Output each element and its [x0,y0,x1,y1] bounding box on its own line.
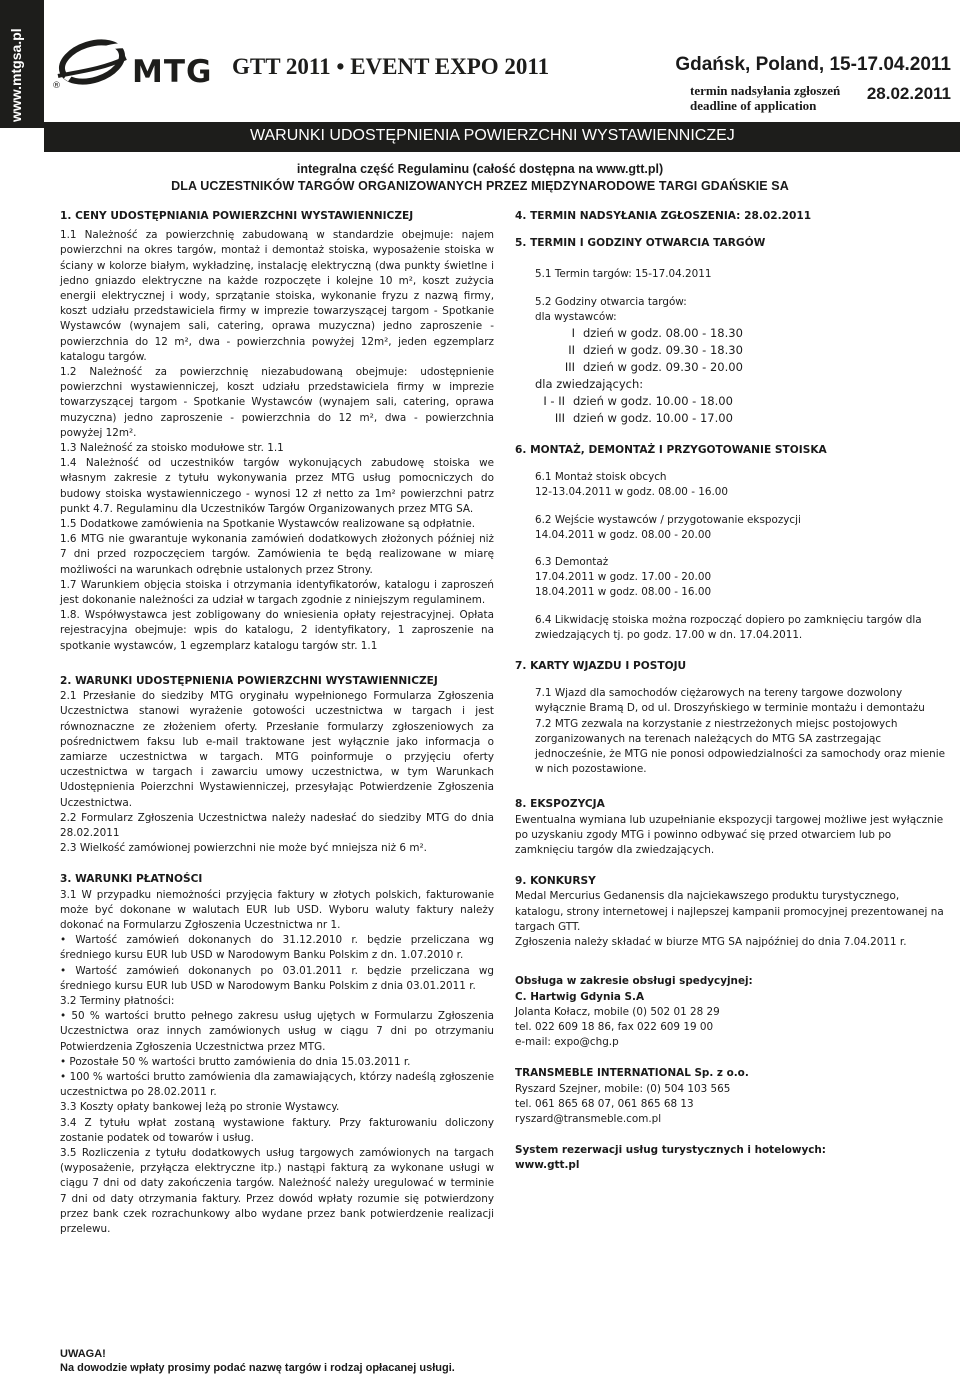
mtg-logo-icon [52,36,213,92]
hours-row: I dzień w godz. 08.00 - 18.30 [571,326,743,341]
clause-1-3: 1.3 Należność za stoisko modułowe str. 1.1 [60,442,284,455]
visitors-label: dla zwiedzających: [535,377,644,392]
intro-line-2: DLA UCZESTNIKÓW TARGÓW ORGANIZOWANYCH PRZEZ MIĘDZYNARODOWE TARGI GDAŃSKIE SA [171,179,789,193]
event-title: GTT 2011 • EVENT EXPO 2011 [232,54,550,79]
visitor-hours [515,393,950,427]
forwarding-title: Obsługa w zakresie obsługi spedycyjnej: [515,975,753,988]
website-link[interactable]: www.mtgsa.pl [8,28,24,122]
section-2-title: 2. WARUNKI UDOSTĘPNIENIA POWIERZCHNI WYSTAWIENNICZEJ [60,674,438,687]
clause-3-5: 3.5 Rozliczenia z tytułu dodatkowych usług targowych zamówionych na targach (wyposażenie, przyłącza elektryczne itp.) nastąpi fakturą za wykonane usługi w ciągu 7 dni od daty zakończenia targów. Należność należy uregulować w terminie 7 dni od daty otrzymania faktury. Przez dowód wpłaty rozumie się potwierdzony przez bank czek rozrachunkowy albo wydane przez bank potwierdzenie realizacji przelewu. [60,1146,494,1235]
contact-2-name: TRANSMEBLE INTERNATIONAL Sp. z o.o. [515,1067,749,1080]
clause-1-7: 1.7 Warunkiem objęcia stoiska i otrzymania identyfikatorów, katalogu i zaproszeń jest dokonanie należności za udział w targach zgodnie z niniejszym regulaminem. [60,578,494,607]
clause-5-2: 5.2 Godziny otwarcia targów: [535,295,687,308]
clause-3-2-bullet-1: • 50 % wartości brutto pełnego zakresu usług ujętych w Formularzu Zgłoszenia Uczestnictwa oraz innych zamówionych usług w ciągu 7 dni po otrzymaniu Potwierdzenia Zgłoszenia Uczestnictwa przez MTG. [60,1010,494,1053]
clause-6-3: 6.3 Demontaż [535,556,609,569]
sidebar-strip [0,0,44,128]
document-title: WARUNKI UDOSTĘPNIENIA POWIERZCHNI WYSTAWIENNICZEJ [250,127,735,144]
logo-registered: ® [52,81,61,91]
clause-1-8: 1.8. Współwystawca jest zobligowany do wniesienia opłaty rejestracyjnej. Opłata rejestracyjna obejmuje: wpis do katalogu, 2 identyfikatory, 1 zaproszenie na spotkanie wystawców, 1 egzemplarz katalogu targów str. 1.1 [60,609,494,652]
intro-line-1: integralna część Regulaminu (całość dostępna na www.gtt.pl) [296,162,664,176]
section-1-title: 1. CENY UDOSTĘPNIANIA POWIERZCHNI WYSTAWIENNICZEJ [60,210,414,222]
section-8-title: 8. EKSPOZYCJA [515,798,605,811]
event-place-date: Gdańsk, Poland, 15-17.04.2011 [675,54,951,75]
clause-7-2: 7.2 MTG zezwala na korzystanie z niestrzeżonych miejsc postojowych zorganizowanych na terenach należących do MTG SA zastrzegając jednocześnie, że MTG nie ponosi odpowiedzialności za samochody oraz mienie w nich pozostawione. [535,717,945,776]
clause-1-1: 1.1 Należność za powierzchnię zabudowaną w standardzie obejmuje: najem powierzchni na okres targów, montaż i demontaż stoiska, wyposażenie stoiska w ściany w kolorze białym, wykładzinę, instalację elektryczną (dwa punkty świetlne i jedno gniazdo elektryczne na każde rozpoczęte i kolejne 10 m², koszt zużycia energii elektrycznej i wody, sprzątanie stoiska, wykonanie fryzu z nazwą firmy, koszt udziału przedstawiciela firmy w imprezie towarzyszącej targom - Spotkanie Wystawców (wynajem sali, catering, oprawa muzyczna) jedno zaproszenie - powierzchnia do 12 m², dwa - powierzchnia powyżej 12m², jeden egzemplarz katalogu targów. [60,229,494,363]
contact-1-name: C. Hartwig Gdynia S.A [515,990,645,1003]
section-4-title: 4. TERMIN NADSYŁANIA ZGŁOSZENIA: 28.02.2011 [515,210,812,222]
contact-1-phone: tel. 022 609 18 86, fax 022 609 19 00 [515,1020,714,1033]
contact-2-email[interactable]: ryszard@transmeble.com.pl [515,1112,662,1125]
hours-row: III dzień w godz. 10.00 - 17.00 [554,411,733,426]
hours-row: I - II dzień w godz. 10.00 - 18.00 [543,394,733,409]
clause-5-1: 5.1 Termin targów: 15-17.04.2011 [535,268,712,281]
deadline-label-en: deadline of application [690,98,817,113]
contact-1-person: Jolanta Kołacz, mobile (0) 502 01 28 29 [515,1005,720,1018]
clause-2-2: 2.2 Formularz Zgłoszenia Uczestnictwa należy nadesłać do siedziby MTG do dnia 28.02.2011 [60,811,494,839]
exhibitors-label: dla wystawców: [535,310,617,323]
clause-1-6: 1.6 MTG nie gwarantuje wykonania zamówień dodatkowych złożonych później niż 7 dni przed rozpoczęciem targów. Zamówienia te będą realizowane w miarę możliwości na warunkach odrębnie ustalonych przez Strony. [60,533,494,576]
deadline-label-pl: termin nadsyłania zgłoszeń [690,83,841,98]
clause-6-2: 6.2 Wejście wystawców / przygotowanie ekspozycji [535,513,801,526]
section-9-text: Medal Mercurius Gedanensis dla najciekawszego produktu turystycznego, katalogu, strony internetowej i najlepszej kampanii promocyjnej prezentowanej na targach GTT. [515,890,944,933]
section-7-title: 7. KARTY WJAZDU I POSTOJU [515,660,687,673]
clause-6-1-dates: 12-13.04.2011 w godz. 08.00 - 16.00 [535,486,729,499]
booking-title: System rezerwacji usług turystycznych i hotelowych: [515,1144,826,1157]
clause-3-2: 3.2 Terminy płatności: [60,994,175,1007]
exhibitor-hours [515,325,950,376]
hours-row: II dzień w godz. 09.30 - 18.30 [568,343,743,358]
clause-3-3: 3.3 Koszty opłaty bankowej leżą po stronie Wystawcy. [60,1101,340,1114]
booking-link[interactable]: www.gtt.pl [515,1159,580,1172]
deadline-date: 28.02.2011 [866,84,951,103]
section-9-title: 9. KONKURSY [515,875,596,888]
left-column [60,209,494,1237]
contact-2-phone: tel. 061 865 68 07, 061 865 68 13 [515,1097,694,1110]
warning-label: UWAGA! [60,1348,106,1360]
logo-brand: MTG [132,54,213,90]
title-bar [44,122,960,152]
clause-1-4: 1.4 Należność od uczestników targów wykonujących zabudowę stoiska we własnym zakresie z tytułu wykonywania przez MTG usług pomocniczych do budowy stoiska wystawienniczego - wynosi 12 zł netto za 1m² powierzchni patrz punkt 4.7. Regulaminu dla Uczestników Targów Organizowanych przez MTG SA. [60,457,494,515]
clause-6-3-date-2: 18.04.2011 w godz. 08.00 - 16.00 [535,586,712,599]
section-5-title: 5. TERMIN I GODZINY OTWARCIA TARGÓW [515,237,766,250]
clause-2-1: 2.1 Przesłanie do siedziby MTG oryginału wypełnionego Formularza Zgłoszenia Uczestnictwa stanowi wyrażenie gotowości uczestnictwa w targach i jest równoznaczne ze złożeniem oferty. Przesłanie formularzy zgłoszeniowych za pośrednictwem faksu lub e-mail traktowane jest wyłącznie jako informacja o zamiarze uczestnictwa w targach. MTG poinformuje o przyjęciu oferty uczestnictwa w targach i zawarciu umowy uczestnictwa, w tym Warunkach Udostępnienia Poierzchni Wystawienniczej, przesyłając Potwierdzenie Zgłoszenia Uczestnictwa. [60,690,494,809]
clause-6-4: 6.4 Likwidację stoiska można rozpocząć dopiero po zamknięciu targów dla zwiedzających tj. po godz. 17.00 w dn. 17.04.2011. [535,613,922,641]
clause-1-2: 1.2 Należność za powierzchnię niezabudowaną obejmuje: udostępnienie powierzchni wystawienniczej, koszt udziału przedstawiciela firmy w imprezie towarzyszącej targom - Spotkanie Wystawców (wynajem sali, catering, oprawa muzyczna) jedno zaproszenie - powierzchnia do 12 m², dwa - powierzchnia powyżej 12m². [60,366,494,439]
clause-3-2-bullet-2: • Pozostałe 50 % wartości brutto zamówienia do dnia 15.03.2011 r. [60,1055,411,1068]
clause-3-1: 3.1 W przypadku niemożności przyjęcia faktury w złotych polskich, fakturowanie może być dokonane w walutach EUR lub USD. Wyboru waluty faktury należy dokonać na Formularzu Zgłoszenia Uczestnictwa nr 1. [60,888,494,931]
contact-2-person: Ryszard Szejner, mobile: (0) 504 103 565 [515,1082,731,1095]
clause-7-1: 7.1 Wjazd dla samochodów ciężarowych na tereny targowe dozwolony wyłącznie Bramą D, od ul. Droszyńskiego w terminie montażu i demontażu [535,687,925,715]
warning-text: Na dowodzie wpłaty prosimy podać nazwę targów i rodzaj opłacanej usługi. [60,1362,455,1374]
clause-3-4: 3.4 Z tytułu wpłat zostaną wystawione faktury. Przy fakturowaniu doliczony zostanie podatek od towarów i usług. [60,1116,494,1144]
hours-row: III dzień w godz. 09.30 - 20.00 [564,360,743,375]
clause-3-1-bullet-1: • Wartość zamówień dokonanych do 31.12.2010 r. będzie przeliczana wg średniego kursu EUR lub USD w Narodowym Banku Polskim z dn. 1.07.2010 r. [60,934,494,962]
clause-6-1: 6.1 Montaż stoisk obcych [535,471,667,484]
clause-1-5: 1.5 Dodatkowe zamówienia na Spotkanie Wystawców realizowane są odpłatnie. [60,518,476,531]
section-8-text: Ewentualna wymiana lub uzupełnianie ekspozycji targowej możliwe jest wyłącznie po uzyskaniu zgody MTG i powinno odbywać się przed otwarciem lub po zamknięciu targów dla zwiedzających. [515,813,944,857]
clause-2-3: 2.3 Wielkość zamówionej powierzchni nie może być mniejsza niż 6 m². [60,842,427,855]
section-6-title: 6. MONTAŻ, DEMONTAŻ I PRZYGOTOWANIE STOISKA [515,444,827,457]
section-9-text-2: Zgłoszenia należy składać w biurze MTG SA najpóźniej do dnia 7.04.2011 r. [515,936,907,949]
section-3-title: 3. WARUNKI PŁATNOŚCI [60,873,203,886]
clause-3-2-bullet-3: • 100 % wartości brutto zamówienia dla zamawiających, którzy nadeślą zgłoszenie uczestnictwa po 28.02.2011 r. [60,1070,494,1099]
clause-6-3-date-1: 17.04.2011 w godz. 17.00 - 20.00 [535,571,712,584]
payment-note [60,1347,455,1375]
right-column [515,209,950,1174]
clause-3-1-bullet-2: • Wartość zamówień dokonanych po 03.01.2011 r. będzie przeliczana wg średniego kursu EUR lub USD w Narodowym Banku Polskim z dnia 03.01.2011 r. [60,964,494,992]
contact-1-email[interactable]: e-mail: expo@chg.p [515,1036,619,1049]
clause-6-2-dates: 14.04.2011 w godz. 08.00 - 20.00 [535,528,712,541]
